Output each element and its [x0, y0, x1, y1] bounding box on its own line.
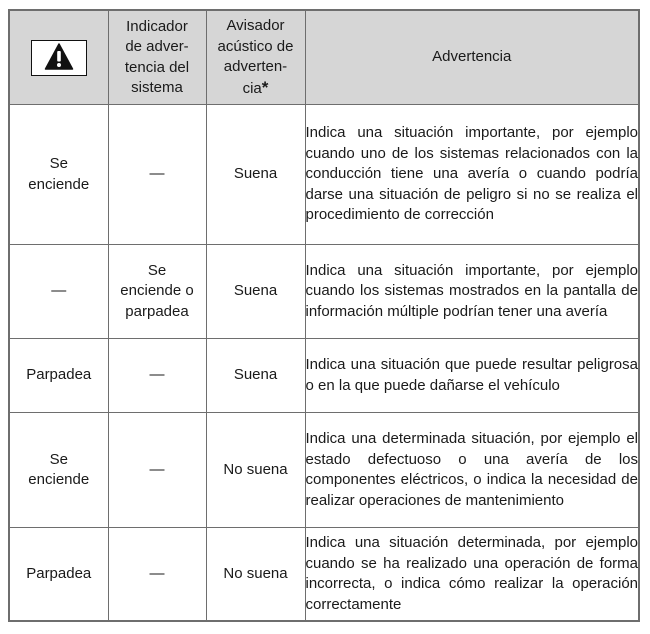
indicator-cell: Se enciende: [9, 413, 108, 528]
header-row: [9, 10, 639, 105]
table-row: [9, 105, 639, 245]
indicator-cell: Parpadea: [9, 339, 108, 413]
table-row: [9, 339, 639, 413]
description-cell: Indica una determinada situación, por ejemplo el estado defectuoso o una avería de los componentes eléctricos, o indica la necesidad de realizar operaciones de mantenimiento: [305, 413, 639, 528]
indicator-cell: —: [9, 245, 108, 339]
footnote-asterisk: *: [261, 77, 269, 97]
header-buzzer: Avisador acústico de adverten- cia*: [206, 10, 305, 105]
header-system-indicator: Indicador de adver- tencia del sistema: [108, 10, 206, 105]
warning-triangle-icon: [31, 40, 87, 76]
header-icon-cell: [9, 10, 108, 105]
system-indicator-cell: Se enciende o parpadea: [108, 245, 206, 339]
table-row: [9, 413, 639, 528]
indicator-cell: Parpadea: [9, 528, 108, 622]
system-indicator-cell: —: [108, 339, 206, 413]
table-row: [9, 528, 639, 622]
system-indicator-cell: —: [108, 413, 206, 528]
header-warning: Advertencia: [305, 10, 639, 105]
description-cell: Indica una situación que puede resultar peligrosa o en la que puede dañarse el vehículo: [305, 339, 639, 413]
indicator-cell: Se enciende: [9, 105, 108, 245]
table-row: [9, 245, 639, 339]
buzzer-cell: Suena: [206, 245, 305, 339]
description-cell: Indica una situación determinada, por ejemplo cuando se ha realizado una operación de forma incorrecta, o indica cómo realizar la operación correctamente: [305, 528, 639, 622]
buzzer-cell: No suena: [206, 528, 305, 622]
description-cell: Indica una situación importante, por ejemplo cuando los sistemas mostrados en la pantalla de información múltiple podrían tener una avería: [305, 245, 639, 339]
system-indicator-cell: —: [108, 105, 206, 245]
buzzer-cell: No suena: [206, 413, 305, 528]
buzzer-cell: Suena: [206, 339, 305, 413]
system-indicator-cell: —: [108, 528, 206, 622]
buzzer-cell: Suena: [206, 105, 305, 245]
description-cell: Indica una situación importante, por ejemplo cuando uno de los sistemas relacionados con la conducción tiene una avería o cuando podría darse una situación de peligro si no se realiza el procedimiento de corrección: [305, 105, 639, 245]
warning-table: [8, 9, 640, 622]
